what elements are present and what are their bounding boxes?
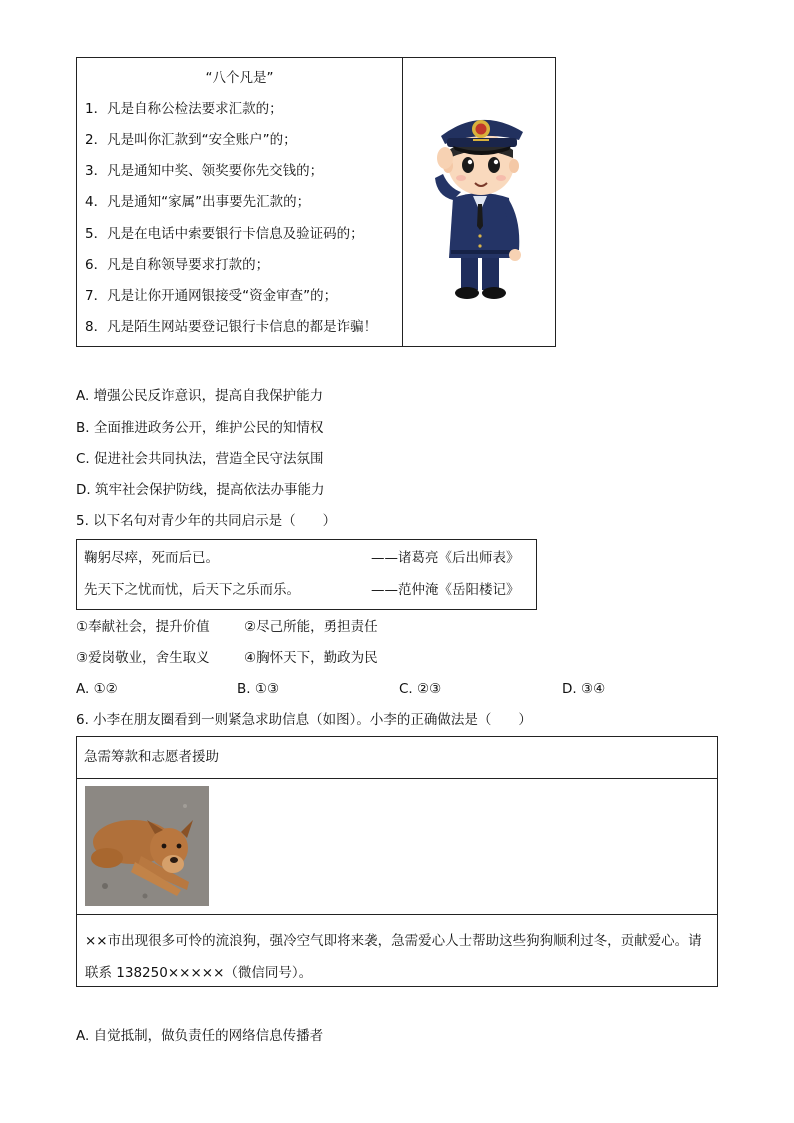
- fraud-rule: 1．凡是自称公检法要求汇款的；: [85, 101, 283, 117]
- quote-source: ——诸葛亮《后出师表》: [371, 550, 520, 566]
- fraud-rule: 3．凡是通知中奖、领奖要你先交钱的；: [85, 163, 324, 179]
- q5-statement: ②尽己所能，勇担责任: [244, 619, 378, 635]
- fraud-rule: 8．凡是陌生网站要登记银行卡信息的都是诈骗！: [85, 319, 378, 335]
- post-body: ××市出现很多可怜的流浪狗，强冷空气即将来袭，急需爱心人士帮助这些狗狗顺利过冬，贡献爱心。请联系 138250×××××（微信同号）。: [85, 933, 702, 981]
- fraud-rule: 5．凡是在电话中索要银行卡信息及验证码的；: [85, 226, 364, 242]
- post-header: 急需筹款和志愿者援助: [84, 749, 219, 765]
- q5-choice-d: D. ③④: [562, 681, 606, 697]
- table-divider: [402, 58, 403, 346]
- q5-statement: ①奉献社会，提升价值: [76, 619, 210, 635]
- fraud-rule: 4．凡是通知“家属”出事要先汇款的；: [85, 194, 311, 210]
- q5-choice-a: A. ①②: [76, 681, 118, 697]
- q5-choice-c: C. ②③: [399, 681, 442, 697]
- fraud-rule: 2．凡是叫你汇款到“安全账户”的；: [85, 132, 297, 148]
- q6-stem: 6. 小李在朋友圈看到一则紧急求助信息（如图）。小李的正确做法是（ ）: [76, 712, 532, 728]
- q5-statement: ④胸怀天下，勤政为民: [244, 650, 378, 666]
- fraud-table-title: “八个凡是”: [205, 70, 274, 86]
- q5-statement: ③爱岗敬业，舍生取义: [76, 650, 210, 666]
- q4-option-c: C. 促进社会共同执法，营造全民守法氛围: [76, 451, 324, 467]
- quote-source: ——范仲淹《岳阳楼记》: [371, 582, 520, 598]
- help-post-table: [76, 736, 718, 987]
- quotes-table: [76, 539, 537, 610]
- q4-option-b: B. 全面推进政务公开，维护公民的知情权: [76, 420, 324, 436]
- quote-text: 鞠躬尽瘁，死而后已。: [84, 550, 219, 566]
- table-divider: [77, 778, 717, 779]
- q5-stem: 5. 以下名句对青少年的共同启示是（ ）: [76, 513, 337, 529]
- police-officer-illustration: [423, 100, 539, 308]
- fraud-rule: 7．凡是让你开通网银接受“资金审查”的；: [85, 288, 338, 304]
- fraud-rule: 6．凡是自称领导要求打款的；: [85, 257, 270, 273]
- q4-option-a: A. 增强公民反诈意识，提高自我保护能力: [76, 388, 324, 404]
- stray-dog-photo: [85, 786, 209, 906]
- table-divider: [77, 914, 717, 915]
- q4-option-d: D. 筑牢社会保护防线，提高依法办事能力: [76, 482, 325, 498]
- q6-option-a: A. 自觉抵制，做负责任的网络信息传播者: [76, 1028, 324, 1044]
- fraud-warning-table: [76, 57, 556, 347]
- q5-choice-b: B. ①③: [237, 681, 280, 697]
- quote-text: 先天下之忧而忧，后天下之乐而乐。: [84, 582, 300, 598]
